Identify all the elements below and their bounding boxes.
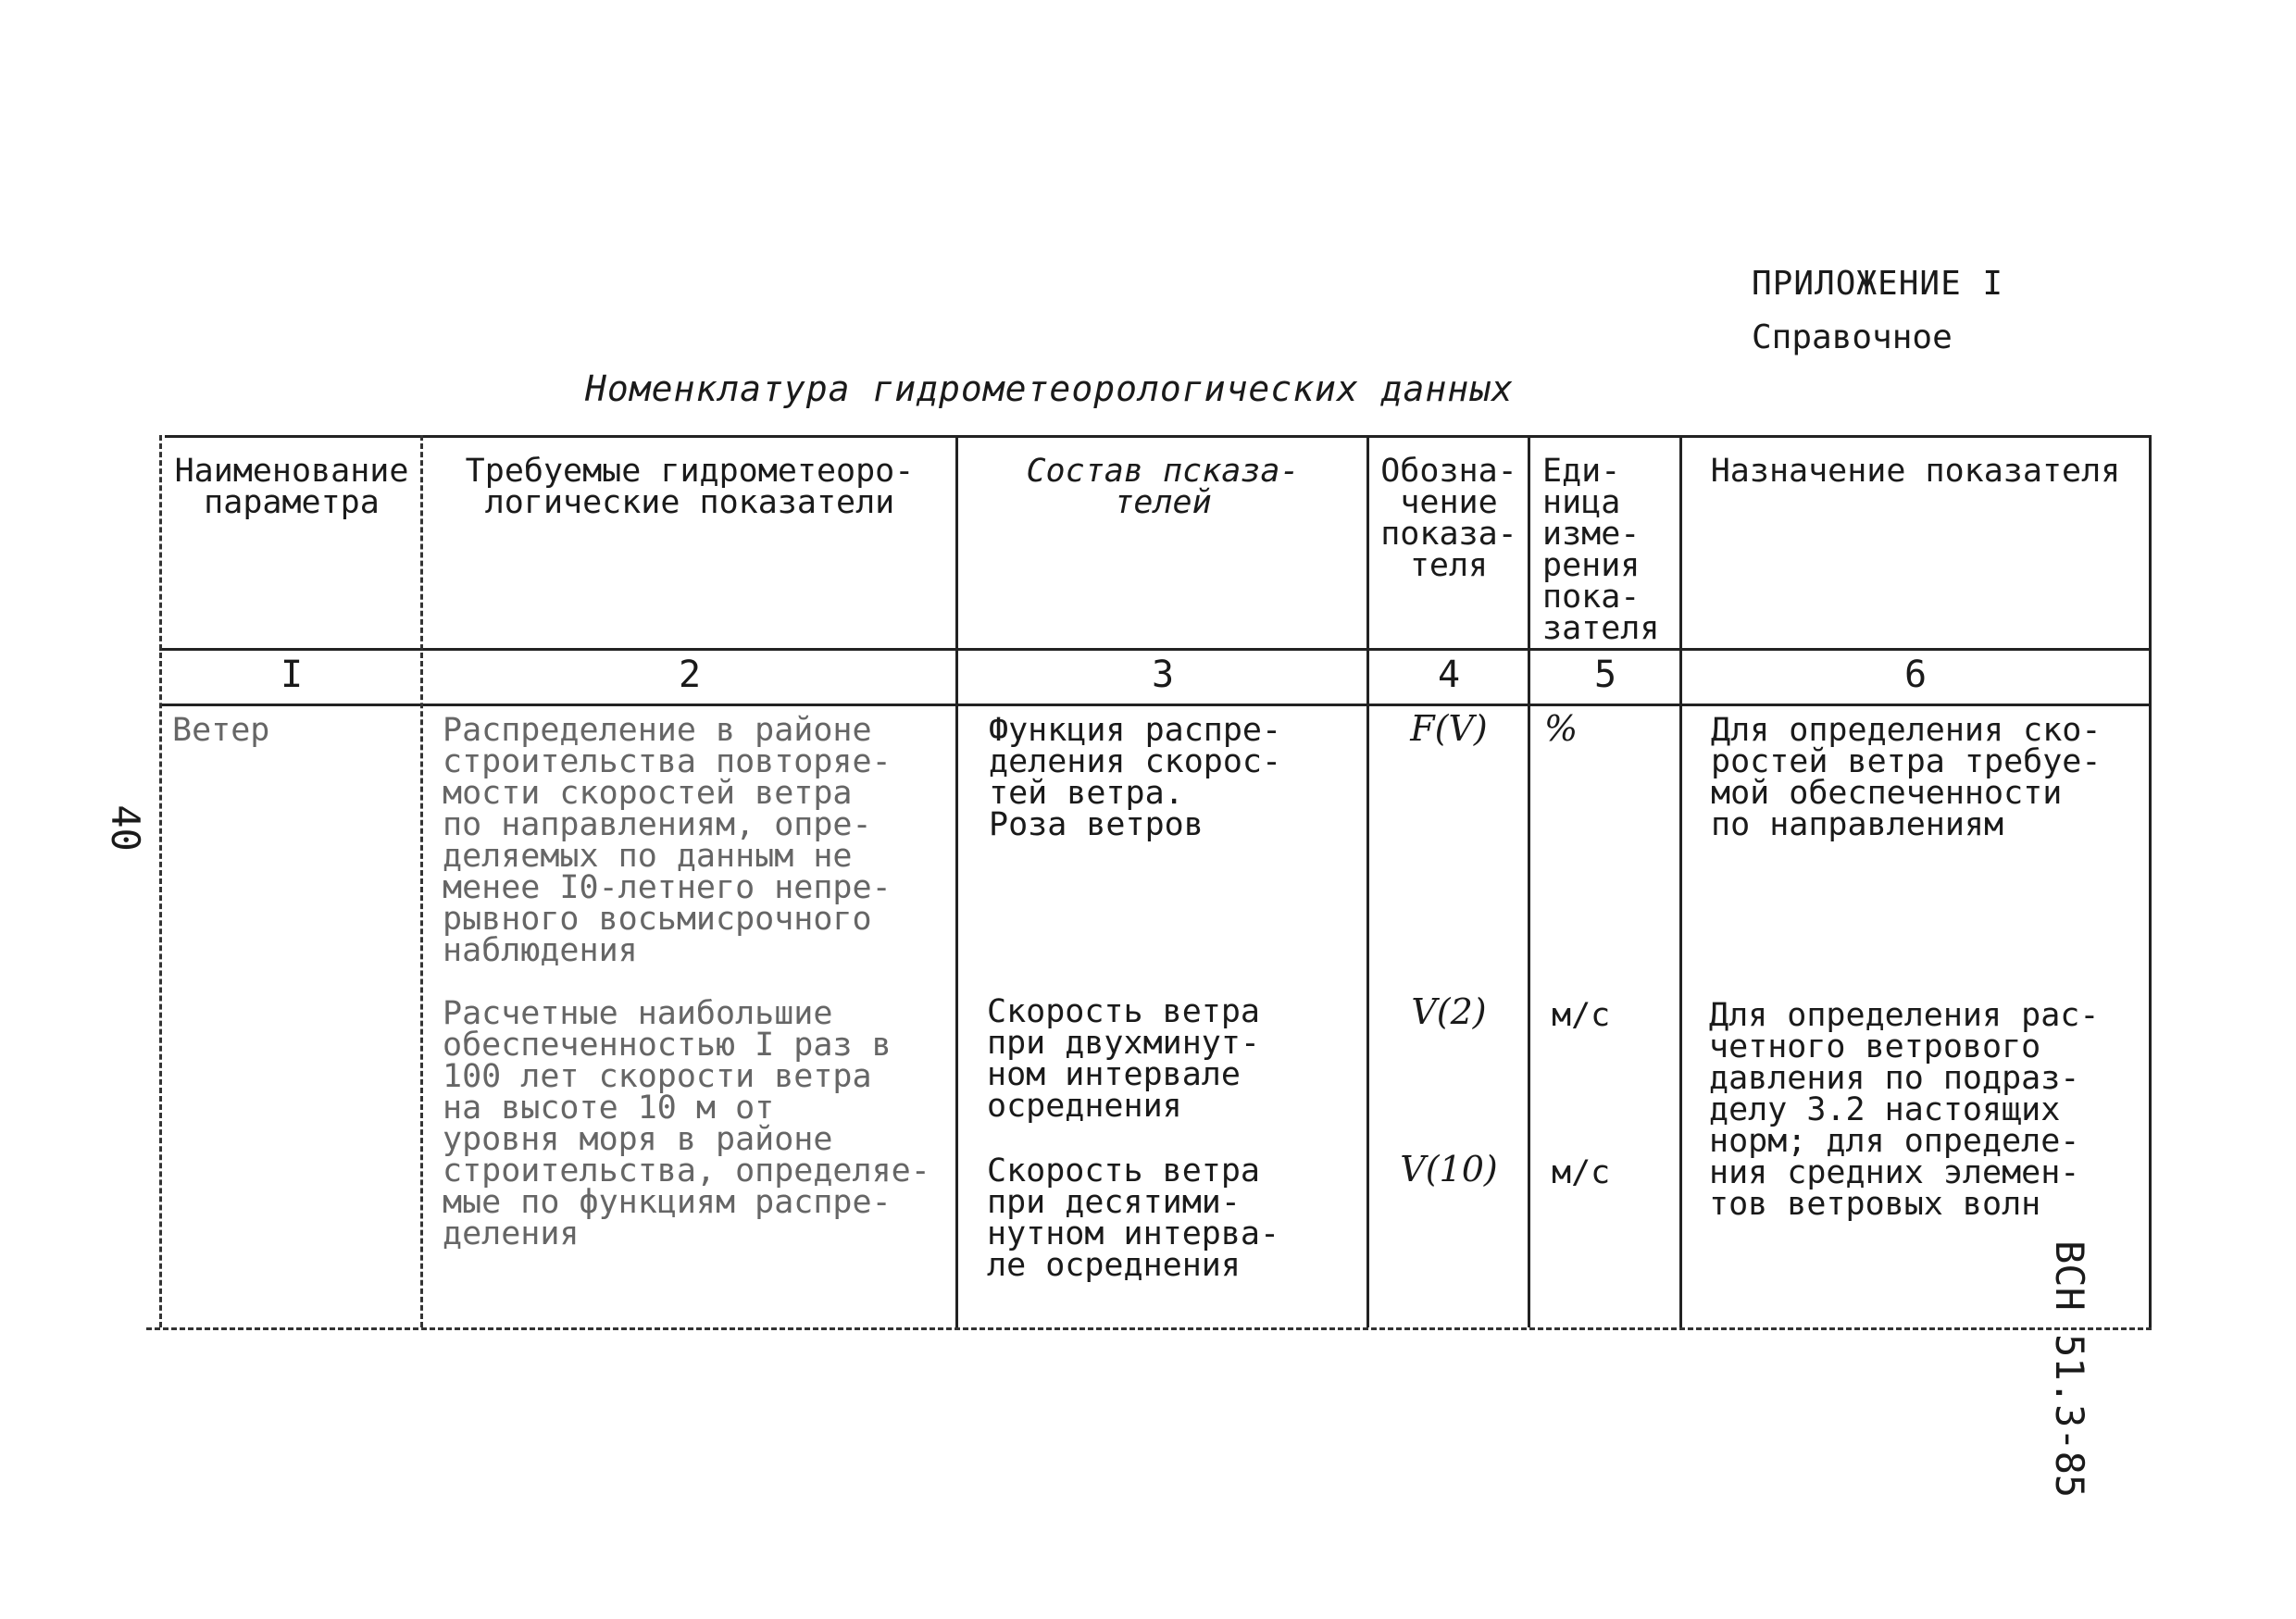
header-composition: Состав пcказа- телей [1026,453,1300,521]
col-divider-3 [1366,435,1369,1327]
row2-symbol-a: V(2) [1411,991,1487,1032]
column-number-5: 5 [1593,654,1617,696]
col-divider-5 [1679,435,1682,1327]
column-number-1: I [280,654,304,696]
table-bottom-border [146,1327,2152,1330]
document-code: ВСН 51.3-85 [2047,1240,2092,1499]
header-required-indicators: Требуемые гидрометеоро- логические показатели [465,453,915,521]
row1-unit: % [1543,708,1578,749]
appendix-subtitle: Справочное [1752,318,1953,356]
numbers-divider [159,704,2152,706]
col-divider-2 [955,435,958,1327]
column-number-3: 3 [1151,654,1175,696]
row1-composition: Функция распре- деления скорос- тей ветра. Роза ветров [989,712,1282,843]
row1-indicator: Распределение в районе строительства повторяе- мости скоростей ветра по направлениям, опре- деляемых по данным не менее I0-летнего непре- рывного восьмисрочного наблюдения [443,712,892,969]
row2-purpose: Для определения рас- четного ветрового давления по подраз- делу 3.2 настоящих норм; для определе- ния средних элемен- тов ветровых волн [1709,997,2100,1223]
column-number-4: 4 [1437,654,1461,696]
row1-symbol: F(V) [1410,708,1488,749]
row2-symbol-b: V(10) [1400,1149,1498,1189]
row1-purpose: Для определения ско- ростей ветра требуе- мой обеспеченности по направлениям [1711,712,2102,843]
table-right-border [2149,435,2152,1327]
column-number-6: 6 [1903,654,1928,696]
row2-composition-b: Скорость ветра при десятими- нутном интерва- ле осреднения [987,1152,1280,1284]
row2-composition-a: Скорость ветра при двухминут- ном интервале осреднения [987,993,1261,1125]
header-purpose: Назначение показателя [1710,453,2121,490]
parameter-name-wind: Ветер [172,712,270,749]
col-divider-1 [420,435,423,1327]
row2-indicator: Расчетные наибольшие обеспеченностью I раз в 100 лет скорости ветра на высоте 10 м от уровня моря в районе строительства, определяе- мые по функциям распре- деления [443,995,930,1252]
table-left-border [159,435,162,1327]
page-number: 40 [102,804,148,852]
table-title: Номенклатура гидрометеорологических данных [585,368,1514,409]
col-divider-4 [1528,435,1530,1327]
table-top-border [165,435,2152,438]
row2-unit-a: м/с [1552,997,1611,1034]
header-unit: Еди- ница изме- рения пока- зателя [1542,453,1660,647]
appendix-title: ПРИЛОЖЕНИЕ I [1752,265,2004,303]
header-symbol: Обозна- чение показа- теля [1380,453,1517,584]
header-parameter-name: Наименование параметра [174,453,409,521]
row2-unit-b: м/с [1552,1154,1611,1191]
header-divider [159,648,2152,651]
column-number-2: 2 [678,654,702,696]
